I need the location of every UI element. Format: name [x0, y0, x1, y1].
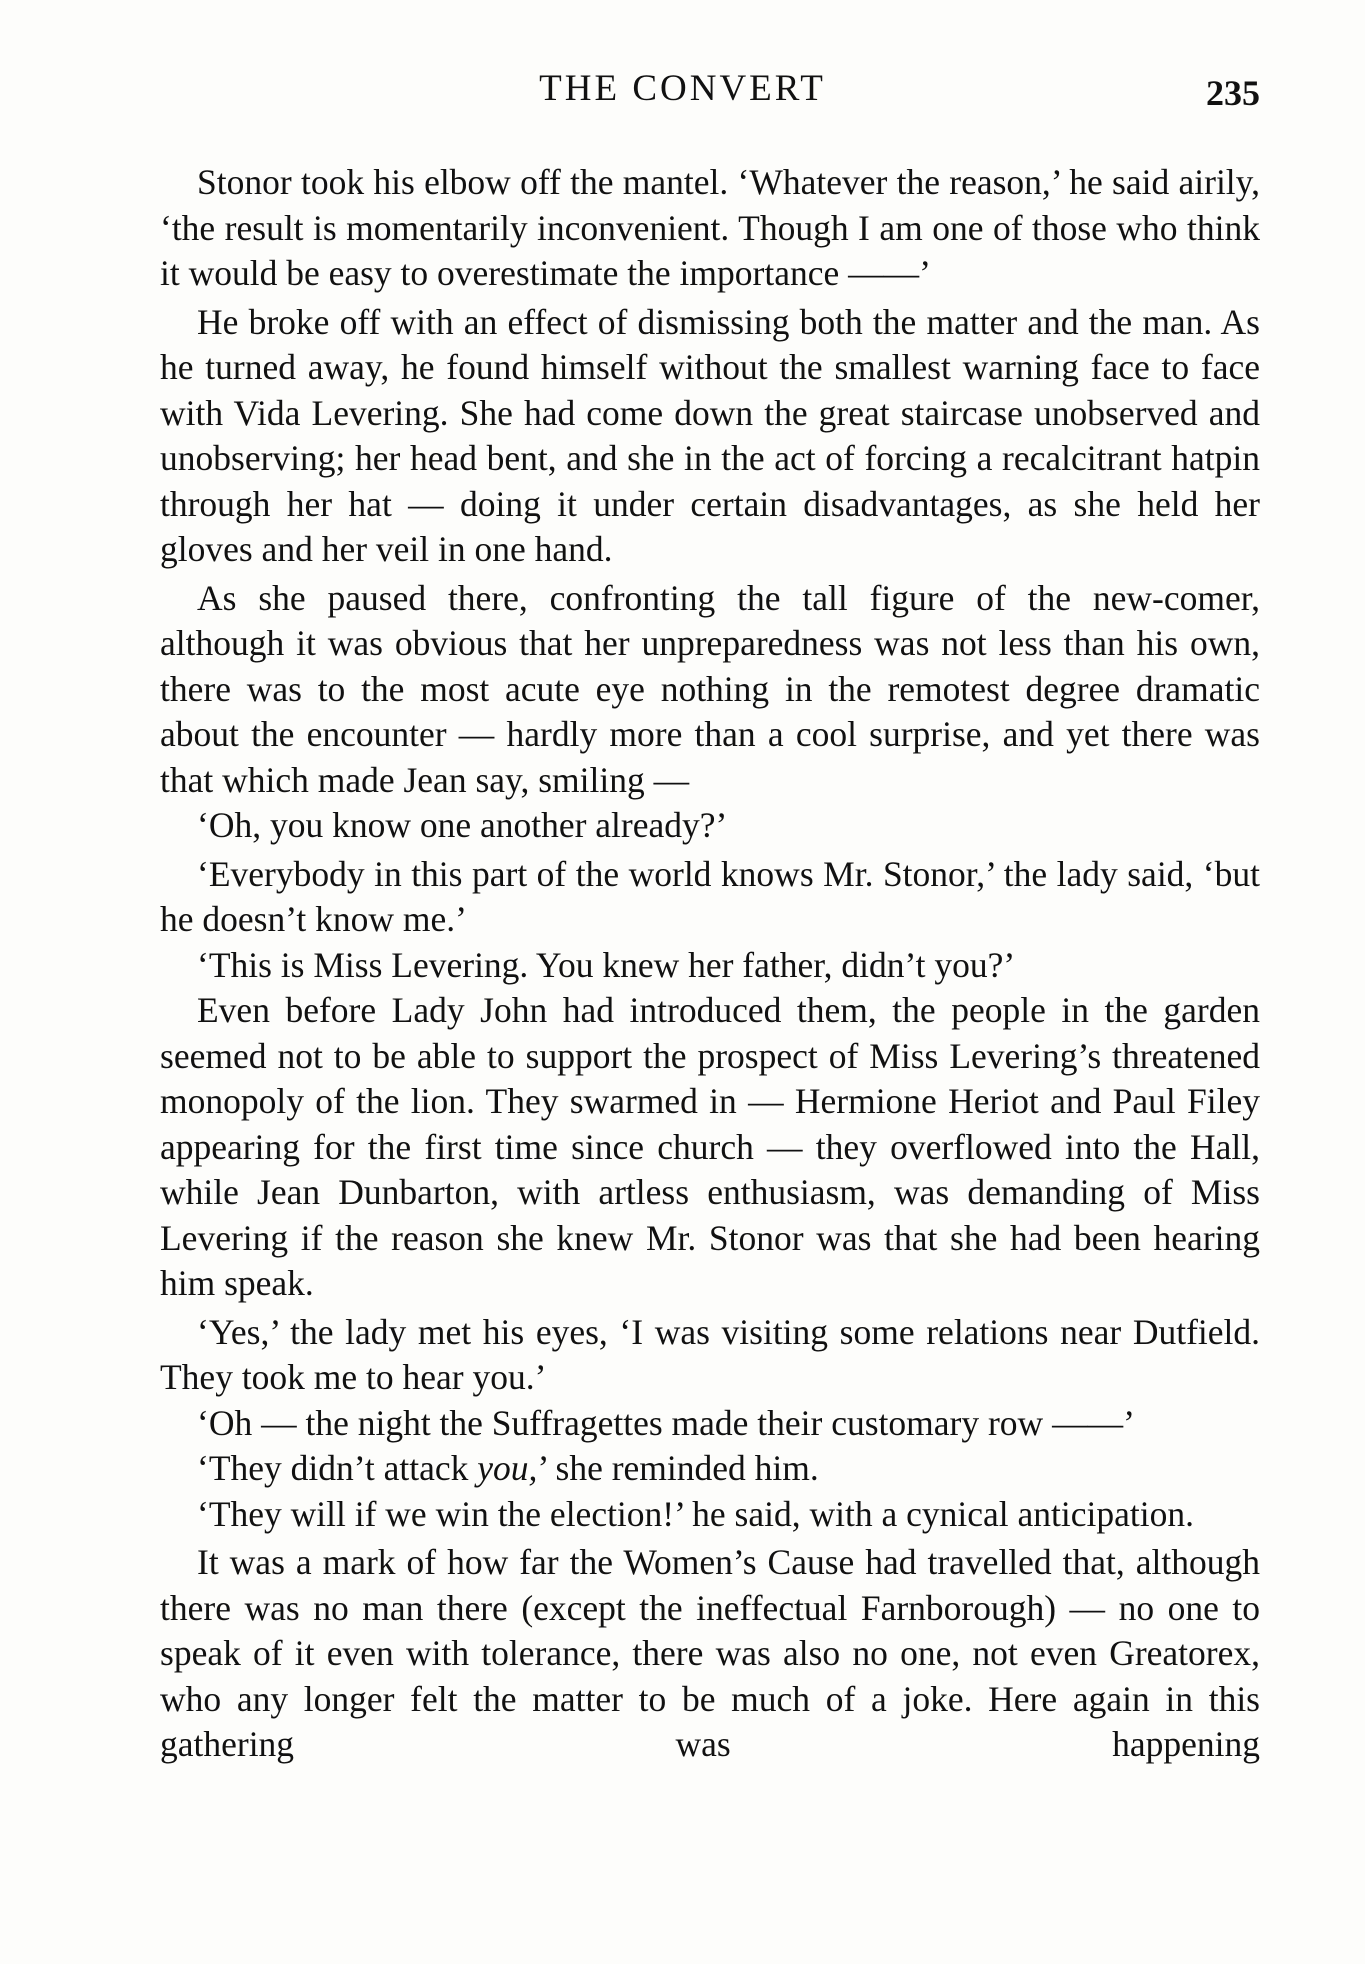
emphasis-text: you, — [477, 1448, 538, 1488]
body-text — [160, 160, 1260, 1768]
paragraph: As she paused there, confronting the tall figure of the new-comer, although it was obvious that her unpreparedness was not less than his own, there was to the most acute eye nothing in the remotest degree dramatic about the encounter — hardly more than a cool surprise, and yet there was that which made Jean say, smiling — — [160, 577, 1260, 800]
paragraph: He broke off with an effect of dismissing both the matter and the man. As he turned away, he found himself without the smallest warning face to face with Vida Levering. She had come down the great staircase unobserved and unobserving; her head bent, and she in the act of forcing a recalcitrant hatpin through her hat — doing it under certain disadvantages, as she held her gloves and her veil in one hand. — [160, 301, 1260, 569]
paragraph: ‘This is Miss Levering. You knew her father, didn’t you?’ — [197, 944, 1016, 985]
paragraph: Even before Lady John had introduced them, the people in the garden seemed not to be able to support the prospect of Miss Levering’s threatened monopoly of the lion. They swarmed in — Hermione Heriot and Paul Filey appearing for the first time since church — they overflowed into the Hall, while Jean Dunbarton, with artless enthusiasm, was demanding of Miss Levering if the reason she knew Mr. Stonor was that she had been hearing him speak. — [160, 990, 1260, 1303]
paragraph: ‘Yes,’ the lady met his eyes, ‘I was visiting some relations near Dutfield. They took me to hear you.’ — [160, 1311, 1260, 1397]
paragraph: ‘They will if we win the election!’ he said, with a cynical anticipation. — [197, 1493, 1194, 1534]
paragraph-text: ‘They didn’t attack — [197, 1448, 478, 1488]
paragraph: Stonor took his elbow off the mantel. ‘Whatever the reason,’ he said airily, ‘the result is momentarily inconvenient. Though I am one of those who think it would be easy to overestimate the importance ——’ — [160, 162, 1260, 293]
paragraph: ‘Oh — the night the Suffragettes made their customary row ——’ — [197, 1402, 1135, 1443]
paragraph: It was a mark of how far the Women’s Cause had travelled that, although there was no man there (except the ineffectual Farnborough) — no one to speak of it even with tolerance, there was also no one, not even Greatorex, who any longer felt the matter to be much of a joke. Here again in this gathering was happening — [160, 1542, 1260, 1764]
page-number: 235 — [1206, 73, 1260, 113]
running-title: THE CONVERT — [539, 68, 826, 109]
running-head — [0, 64, 1365, 114]
paragraph: ‘Everybody in this part of the world knows Mr. Stonor,’ the lady said, ‘but he doesn’t know me.’ — [160, 853, 1260, 939]
paragraph — [160, 1446, 1260, 1492]
paragraph-text: ’ she reminded him. — [537, 1448, 819, 1488]
paragraph: ‘Oh, you know one another already?’ — [197, 805, 728, 845]
